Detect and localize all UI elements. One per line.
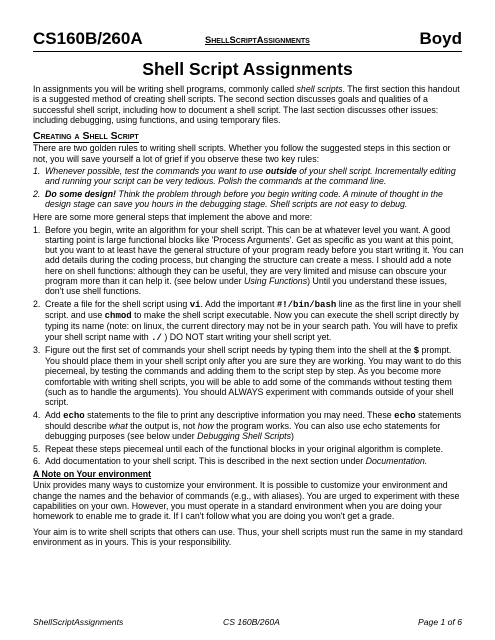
- course-code: CS160B/260A: [33, 29, 143, 48]
- author-name: Boyd: [419, 29, 462, 48]
- document-short-title: ShellScriptAssignments: [205, 34, 310, 45]
- steps-lead: Here are some more general steps that implement the above and more:: [33, 212, 313, 223]
- responsibility-paragraph: Your aim is to write shell scripts that others can use. Thus, your shell scripts must run the same in my standard environment as in yours. This is your responsibility.: [33, 526, 463, 547]
- list-item: 1. Before you begin, write an algorithm for your shell script. This can be at whatever level you want. A good starting point is large functional blocks like 'Process Arguments'. Get as specific as you want at this point, but you want to at least have the general structure of your program ready before you start writing it. You can add details during the coding process, but changing the structure can create a mess. I should add a note here on shell functions: although they can be useful, they are very limited and misuse can obscure your program more than it can help it. (see below under Using Functions) Until you understand these issues, don't use shell functions.: [33, 224, 464, 297]
- subsection-heading-environment: A Note on Your environment: [33, 469, 152, 480]
- list-item: 3. Figure out the first set of commands your shell script needs by typing them into the shell at the $ prompt. You should place them in your shell script only after you are sure they are working. You may want to do this piecemeal, by testing the commands and adding them to the script step by step. As you become more comfortable with writing shell scripts, you will be able to add some of the commands without testing them (such as to handle the arguments). You should ALWAYS experiment with commands outside of your shell script.: [33, 344, 462, 408]
- environment-paragraph: Unix provides many ways to customize your environment. It is possible to customize your environment and change the names and the behavior of commands (e.g., with aliases). You are urged to experiment with these capabilities on your own. However, you must operate in a standard environment when you are doing your homework to enable me to grade it. If I can't follow what you are doing you won't get a grade.: [33, 480, 460, 522]
- intro-paragraph: In assignments you will be writing shell programs, commonly called shell scripts. The first section this handout is a suggested method of creating shell scripts. The second section discusses goals and qualities of a successful shell script, including how to document a shell script. The last section discusses other issues: including debugging, using functions, and using temporary files.: [33, 84, 460, 125]
- section-heading-creating: Creating a Shell Script: [33, 130, 139, 143]
- list-item: 5. Repeat these steps piecemeal until each of the functional blocks in your original algorithm is complete.: [33, 443, 444, 454]
- golden-rules-list: [33, 166, 465, 209]
- list-item: 2. Create a file for the shell script using vi. Add the important #!/bin/bash line as the first line in your shell script. and use chmod to make the shell script executable. Now you can execute the shell script directly by typing its name (note: on linux, the current directory may not be in your search path. You will have to prefix your shell script name with ./ ) DO NOT start writing your shell script yet.: [33, 298, 461, 343]
- page-header: [33, 29, 462, 52]
- steps-list: [33, 225, 465, 467]
- list-item: 1. Whenever possible, test the commands you want to use outside of your shell script. Incrementally editing and running your script can be very tedious. Polish the commands at the command line.: [33, 166, 456, 187]
- document-body: [33, 84, 465, 552]
- footer-document-name: ShellScriptAssignments: [33, 617, 124, 627]
- page-number: Page 1 of 6: [418, 617, 462, 627]
- golden-rules-lead: There are two golden rules to writing shell scripts. Whether you follow the suggested steps in this section or not, you will save yourself a lot of grief if you observe these two key rules:: [33, 143, 451, 164]
- list-item: 2. Do some design! Think the problem through before you begin writing code. A minute of thought in the design stage can save you hours in the debugging stage. Shell scripts are not easy to debug.: [33, 188, 443, 209]
- footer-course: CS 160B/260A: [223, 617, 280, 627]
- list-item: 6. Add documentation to your shell script. This is described in the next section under Documentation.: [33, 455, 428, 466]
- list-item: 4. Add echo statements to the file to print any descriptive information you may need. These echo statements should describe what the output is, not how the program works. You can also use echo statements for debugging purposes (see below under Debugging Shell Scripts): [33, 409, 462, 442]
- page-title: Shell Script Assignments: [142, 59, 353, 79]
